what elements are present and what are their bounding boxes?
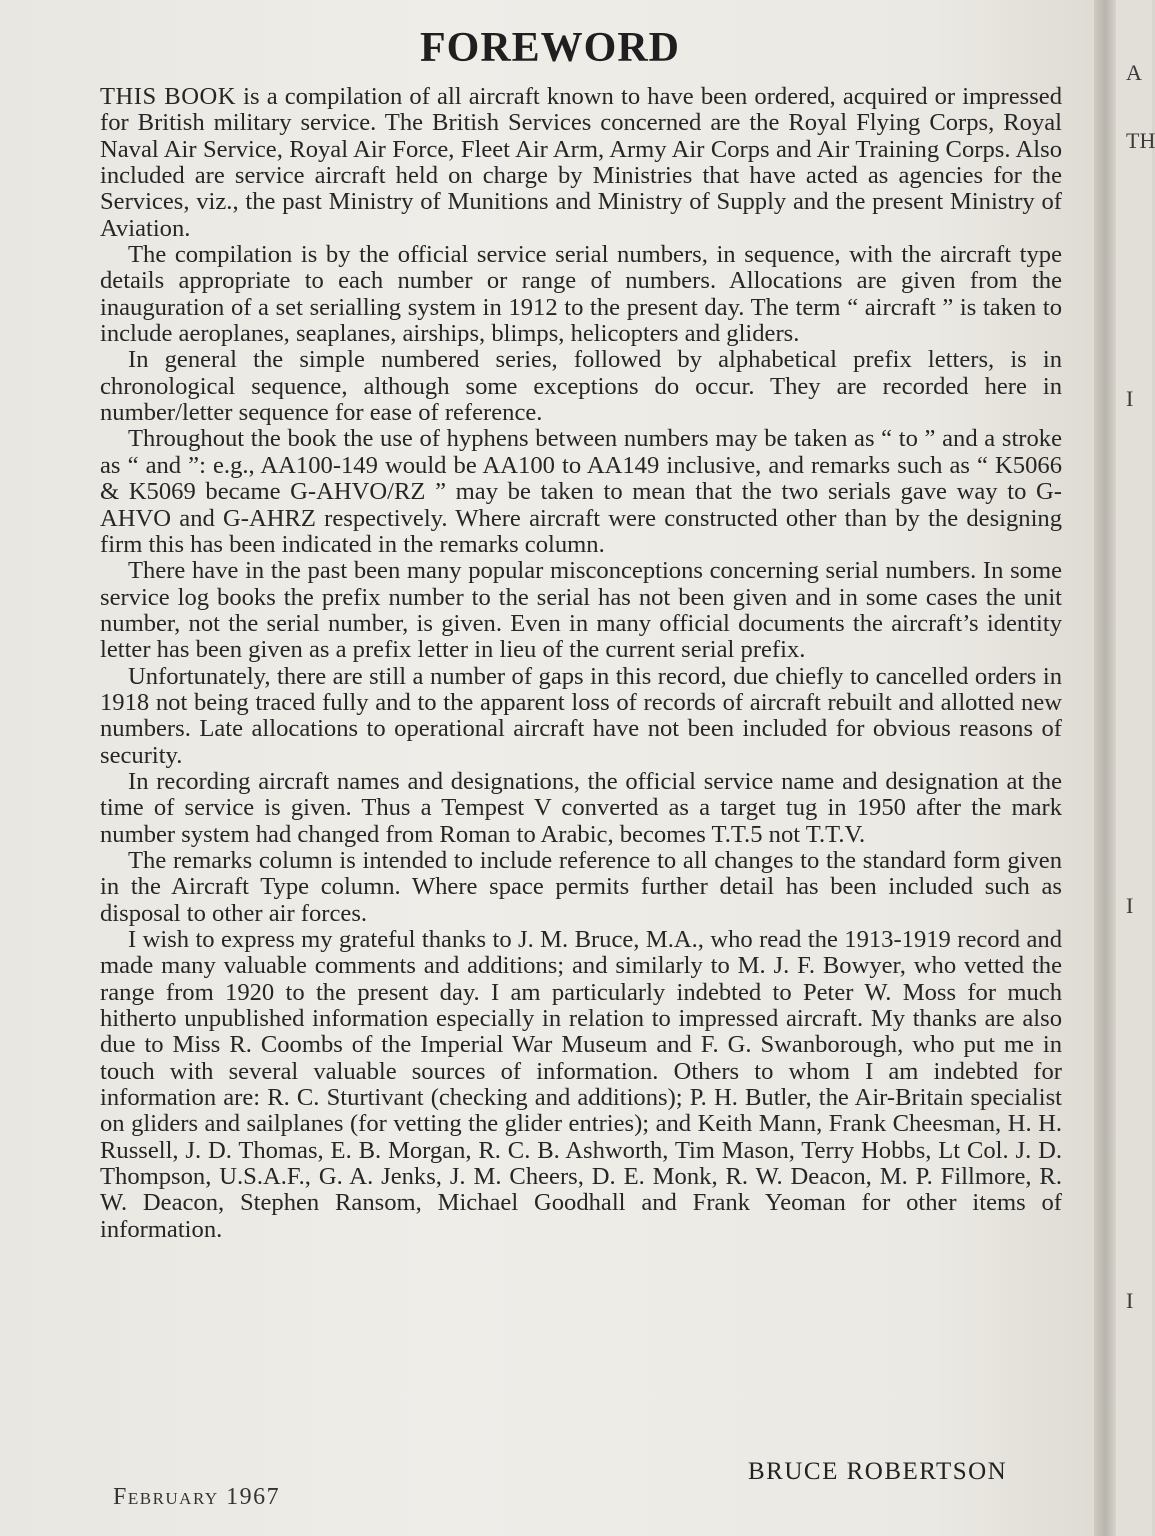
- paragraph-4: Throughout the book the use of hyphens between numbers may be taken as “ to ” and a stroke as “ and ”: e.g., AA100-149 would be AA100 to AA149 inclusive, and remarks such as “ K5066 & K5069 became G-AHVO/RZ ” may be taken to mean that the two serials gave way to G-AHVO and G-AHRZ respectively. Where aircraft were constructed other than by the designing firm this has been indicated in the remarks column.: [100, 425, 1062, 558]
- book-gutter: [1094, 0, 1116, 1536]
- opening-words: THIS BOOK: [100, 83, 236, 110]
- adjacent-fragment: TH: [1126, 128, 1155, 153]
- paragraph-3: In general the simple numbered series, followed by alphabetical prefix letters, is in chronological sequence, although some exceptions do occur. They are recorded here in number/letter sequence for ease of reference.: [100, 346, 1062, 427]
- foreword-body: [100, 84, 1062, 1243]
- paragraph-8: The remarks column is intended to include reference to all changes to the standard form given in the Aircraft Type column. Where space permits further detail has been included such as disposal to other air forces.: [100, 846, 1062, 927]
- foreword-date: February 1967: [113, 1484, 281, 1510]
- author-signature: BRUCE ROBERTSON: [748, 1458, 1008, 1485]
- paragraph-9: I wish to express my grateful thanks to J. M. Bruce, M.A., who read the 1913-1919 record and made many valuable comments and additions; and similarly to M. J. F. Bowyer, who vetted the range from 1920 to the present day. I am particularly indebted to Peter W. Moss for much hitherto unpublished information especially in relation to impressed aircraft. My thanks are also due to Miss R. Coombs of the Imperial War Museum and F. G. Swanborough, who put me in touch with several valuable sources of information. Others to whom I am indebted for information are: R. C. Sturtivant (checking and additions); P. H. Butler, the Air-Britain specialist on gliders and sailplanes (for vetting the glider entries); and Keith Mann, Frank Cheesman, H. H. Russell, J. D. Thomas, E. B. Morgan, R. C. B. Ashworth, Tim Mason, Terry Hobbs, Lt Col. J. D. Thompson, U.S.A.F., G. A. Jenks, J. M. Cheers, D. E. Monk, R. W. Deacon, M. P. Fillmore, R. W. Deacon, Stephen Ransom, Michael Goodhall and Frank Yeoman for other items of information.: [100, 926, 1062, 1243]
- paragraph-5: There have in the past been many popular misconceptions concerning serial numbers. In some service log books the prefix number to the serial has not been given and in some cases the unit number, not the serial number, is given. Even in many official documents the aircraft’s identity letter has been given as a prefix letter in lieu of the current serial prefix.: [100, 557, 1062, 664]
- paragraph-1: [100, 84, 1062, 242]
- paragraph-2: The compilation is by the official service serial numbers, in sequence, with the aircraft type details appropriate to each number or range of numbers. Allocations are given from the inauguration of a set serialling system in 1912 to the present day. The term “ aircraft ” is taken to include aeroplanes, seaplanes, airships, blimps, helicopters and gliders.: [100, 241, 1062, 348]
- paragraph-7: In recording aircraft names and designations, the official service name and designation at the time of service is given. Thus a Tempest V converted as a target tug in 1950 after the mark number system had changed from Roman to Arabic, becomes T.T.5 not T.T.V.: [100, 767, 1062, 848]
- adjacent-fragment: I: [1126, 386, 1134, 411]
- adjacent-fragment: I: [1126, 1288, 1134, 1313]
- paragraph-6: Unfortunately, there are still a number of gaps in this record, due chiefly to cancelled orders in 1918 not being traced fully and to the apparent loss of records of aircraft rebuilt and allotted new numbers. Late allocations to operational aircraft have not been included for obvious reasons of security.: [100, 662, 1062, 769]
- page-title: FOREWORD: [420, 25, 680, 71]
- adjacent-fragment: I: [1126, 893, 1134, 918]
- paragraph-1-text: is a compilation of all aircraft known to have been ordered, acquired or impressed for British military service. The British Services concerned are the Royal Flying Corps, Royal Naval Air Service, Royal Air Force, Fleet Air Arm, Army Air Corps and Air Training Corps. Also included are service aircraft held on charge by Ministries that have acted as agencies for the Services, viz., the past Ministry of Munitions and Ministry of Supply and the present Ministry of Aviation.: [100, 83, 1062, 242]
- adjacent-fragment: A: [1126, 60, 1142, 85]
- adjacent-page-edge: [1116, 0, 1155, 1536]
